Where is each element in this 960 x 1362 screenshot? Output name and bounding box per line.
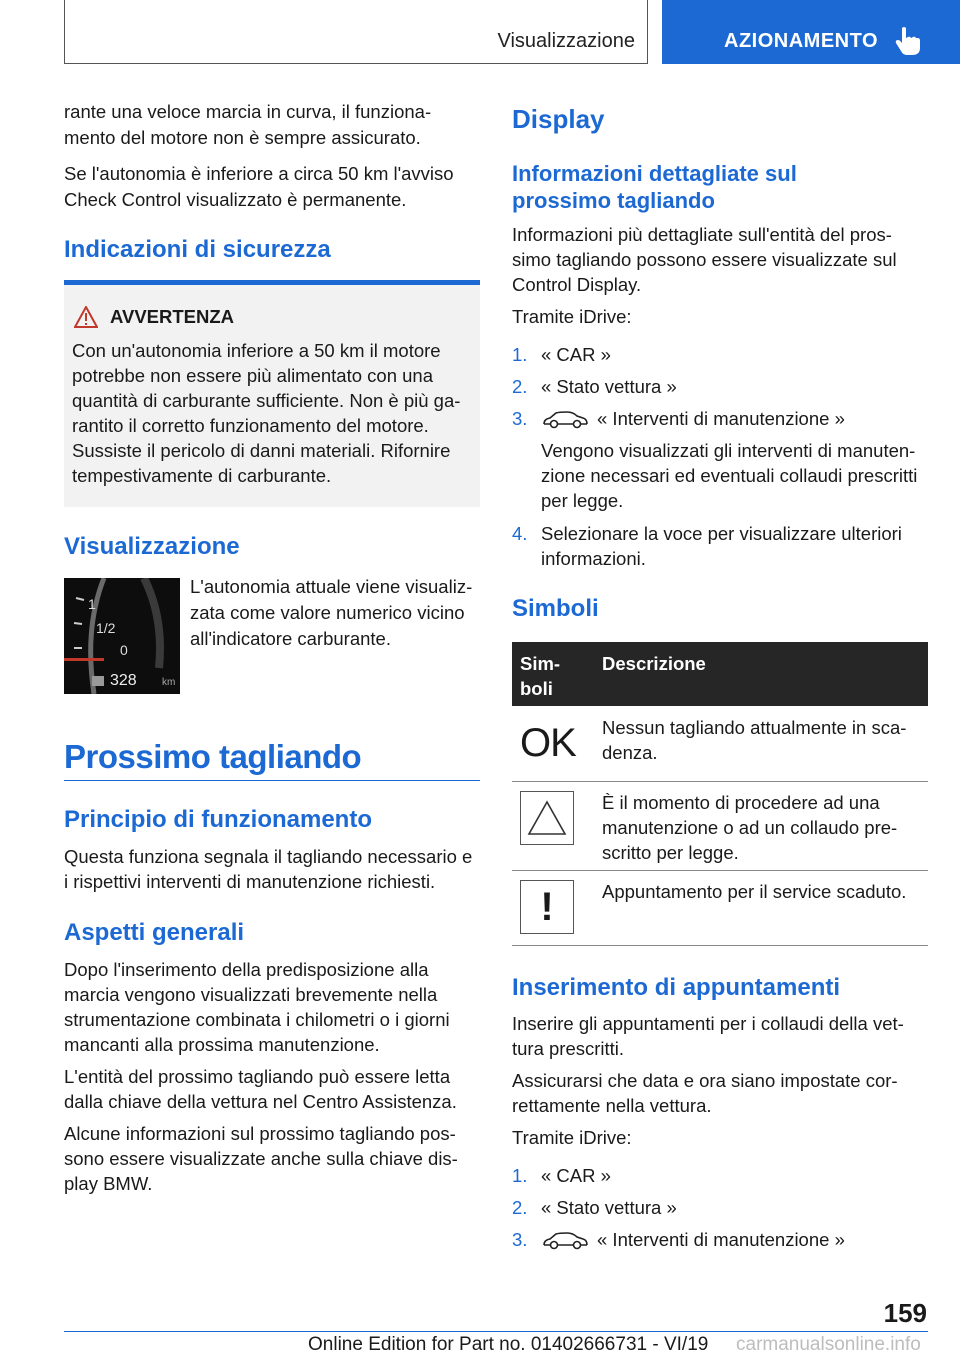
- display-text-line: all'indicatore carburante.: [190, 628, 391, 649]
- col-header-symbols: Sim-: [520, 653, 561, 674]
- detail-line: simo tagliando possono essere visualizzate sul: [512, 249, 897, 270]
- step-number: 3.: [512, 1229, 528, 1250]
- warning-line: rantito il corretto funzionamento del motore.: [72, 415, 429, 436]
- symbol-description: denza.: [602, 742, 658, 763]
- gauge-label-empty: 0: [120, 642, 128, 658]
- intro-line: Se l'autonomia è inferiore a circa 50 km l'avviso: [64, 163, 454, 184]
- step-text[interactable]: « Stato vettura »: [541, 376, 677, 397]
- warning-line: Con un'autonomia inferiore a 50 km il motore: [72, 340, 441, 361]
- appt-line: tura prescritti.: [512, 1038, 625, 1059]
- overdue-symbol: !: [520, 880, 574, 934]
- symbol-description: scritto per legge.: [602, 842, 739, 863]
- header-chapter-tab[interactable]: [662, 0, 960, 64]
- appt-line: Inserire gli appuntamenti per i collaudi della vet-: [512, 1013, 904, 1034]
- table-row-separator: [512, 781, 928, 782]
- col-header-description: Descrizione: [602, 653, 706, 674]
- warning-line: tempestivamente di carburante.: [72, 465, 332, 486]
- general-line: Dopo l'inserimento della predisposizione alla: [64, 959, 429, 980]
- appt-line: Assicurarsi che data e ora siano impostate cor-: [512, 1070, 898, 1091]
- triangle-icon: [521, 792, 573, 844]
- gauge-label-half: 1/2: [96, 620, 116, 636]
- general-line: sono essere visualizzate anche sulla chiave dis-: [64, 1148, 458, 1169]
- range-value: 328: [110, 672, 137, 689]
- fuel-pump-icon: [92, 676, 104, 686]
- table-row-separator: [512, 945, 928, 946]
- display-heading-left: Visualizzazione: [64, 533, 240, 560]
- display-text-line: L'autonomia attuale viene visualiz-: [190, 576, 473, 597]
- general-line: dalla chiave della vettura nel Centro Assistenza.: [64, 1091, 457, 1112]
- step-number: 2.: [512, 1197, 528, 1218]
- step-text: informazioni.: [541, 548, 646, 569]
- general-line: marcia vengono visualizzati brevemente nella: [64, 984, 438, 1005]
- step-text[interactable]: « CAR »: [541, 344, 611, 365]
- instrument-cluster-image: [64, 578, 180, 694]
- symbol-description: È il momento di procedere ad una: [602, 792, 880, 813]
- footer-rule: [64, 1331, 928, 1332]
- detail-heading: prossimo tagliando: [512, 188, 715, 213]
- warning-line: quantità di carburante sufficiente. Non è più ga-: [72, 390, 461, 411]
- principle-heading: Principio di funzionamento: [64, 806, 372, 833]
- via-idrive: Tramite iDrive:: [512, 306, 632, 327]
- general-line: Alcune informazioni sul prossimo tagliando pos-: [64, 1123, 456, 1144]
- step-number: 2.: [512, 376, 528, 397]
- symbol-description: Nessun tagliando attualmente in sca-: [602, 717, 907, 738]
- symbols-table-header: [512, 642, 928, 706]
- step-text[interactable]: « CAR »: [541, 1165, 611, 1186]
- main-heading: Prossimo tagliando: [64, 738, 362, 775]
- general-line: play BMW.: [64, 1173, 153, 1194]
- symbol-description: Appuntamento per il service scaduto.: [602, 881, 907, 902]
- warning-line: Sussiste il pericolo di danni materiali. Rifornire: [72, 440, 451, 461]
- step-number: 1.: [512, 1165, 528, 1186]
- principle-line: Questa funziona segnala il tagliando necessario e: [64, 846, 473, 867]
- step3-detail: zione necessari ed eventuali collaudi prescritti: [541, 465, 918, 486]
- step3-detail: per legge.: [541, 490, 624, 511]
- step-text[interactable]: « Stato vettura »: [541, 1197, 677, 1218]
- intro-line: rante una veloce marcia in curva, il funziona-: [64, 101, 432, 122]
- warning-title: AVVERTENZA: [110, 306, 235, 327]
- step-text[interactable]: « Interventi di manutenzione »: [597, 1229, 845, 1250]
- safety-heading: Indicazioni di sicurezza: [64, 236, 331, 263]
- gauge-label-full: 1: [88, 596, 96, 612]
- appt-line: rettamente nella vettura.: [512, 1095, 712, 1116]
- principle-line: i rispettivi interventi di manutenzione richiesti.: [64, 871, 436, 892]
- via-idrive: Tramite iDrive:: [512, 1127, 632, 1148]
- general-line: strumentazione combinata i chilometri o i giorni: [64, 1009, 450, 1030]
- step-number: 1.: [512, 344, 528, 365]
- general-line: mancanti alla prossima manutenzione.: [64, 1034, 380, 1055]
- detail-heading: Informazioni dettagliate sul: [512, 161, 797, 186]
- warning-line: potrebbe non essere più alimentato con una: [72, 365, 434, 386]
- symbols-heading: Simboli: [512, 595, 599, 622]
- step-text[interactable]: « Interventi di manutenzione »: [597, 408, 845, 429]
- page-number: 159: [883, 1298, 927, 1328]
- footer-watermark: carmanualsonline.info: [736, 1334, 921, 1355]
- display-text-line: zata come valore numerico vicino: [190, 602, 465, 623]
- appointments-heading: Inserimento di appuntamenti: [512, 974, 841, 1001]
- step-number: 3.: [512, 408, 528, 429]
- step-number: 4.: [512, 523, 528, 544]
- header-section-title: Visualizzazione: [497, 30, 635, 52]
- main-heading-rule: [64, 780, 480, 781]
- general-line: L'entità del prossimo tagliando può essere letta: [64, 1066, 451, 1087]
- detail-line: Informazioni più dettagliate sull'entità del pros-: [512, 224, 892, 245]
- car-icon: [541, 1231, 589, 1251]
- header-section-box: [64, 0, 648, 64]
- intro-line: mento del motore non è sempre assicurato.: [64, 127, 421, 148]
- table-row-separator: [512, 870, 928, 871]
- header-chapter-title: AZIONAMENTO: [724, 30, 879, 52]
- warning-triangle-icon: [74, 306, 98, 328]
- display-heading: Display: [512, 104, 605, 134]
- detail-line: Control Display.: [512, 274, 642, 295]
- hand-pointer-icon: [894, 26, 922, 56]
- warning-box: [64, 285, 480, 507]
- intro-line: Check Control visualizzato è permanente.: [64, 189, 407, 210]
- footer-edition: Online Edition for Part no. 01402666731 - VI/19: [308, 1334, 709, 1355]
- general-heading: Aspetti generali: [64, 919, 245, 946]
- ok-symbol: OK: [520, 721, 576, 765]
- step-text: Selezionare la voce per visualizzare ulteriori: [541, 523, 902, 544]
- step3-detail: Vengono visualizzati gli interventi di manuten-: [541, 440, 916, 461]
- range-unit: km: [162, 677, 176, 688]
- symbol-description: manutenzione o ad un collaudo pre-: [602, 817, 898, 838]
- car-icon: [541, 410, 589, 430]
- col-header-symbols: boli: [520, 678, 553, 699]
- service-due-symbol: [520, 791, 574, 845]
